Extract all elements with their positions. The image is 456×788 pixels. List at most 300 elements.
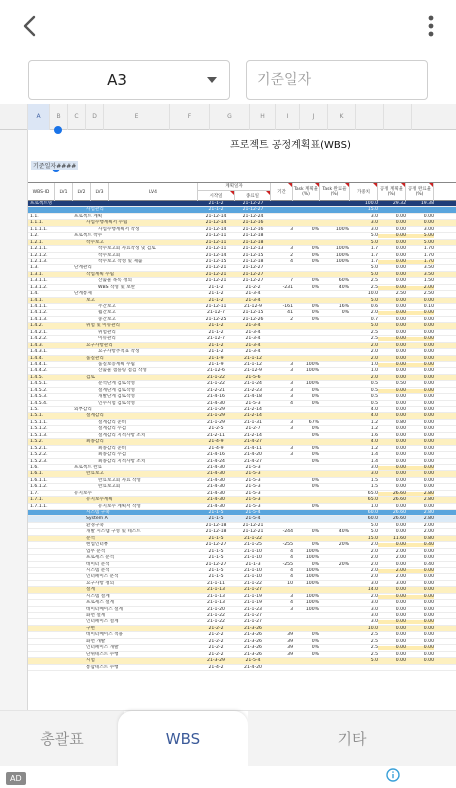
cell-id [30, 542, 62, 548]
row-number[interactable] [0, 679, 28, 685]
cell-td [319, 330, 349, 336]
cell-a: 0.00 [423, 567, 434, 573]
cell-s: 21-1-9 [208, 361, 224, 367]
cell-e: 21-4-20 [244, 664, 262, 670]
cell-s: 21-12-15 [205, 258, 227, 264]
cell-id [30, 574, 62, 580]
cell-p: 0.00 [395, 407, 406, 412]
row-number[interactable] [0, 355, 28, 361]
row-number[interactable] [0, 294, 28, 300]
row-number[interactable] [0, 686, 28, 692]
info-icon[interactable] [386, 768, 400, 782]
cell-d: -255 [282, 542, 293, 548]
row-number[interactable] [0, 274, 28, 280]
row-number[interactable] [0, 584, 28, 590]
cell-p: 0.00 [395, 606, 406, 612]
cell-e: 21-5-3 [245, 464, 261, 470]
cell-id: 1.7.1. [30, 497, 44, 503]
cell-w: 4.0 [370, 413, 378, 419]
row-number[interactable] [0, 314, 28, 320]
column-header[interactable]: J [300, 104, 328, 130]
cell-id: 1.4.5. [30, 374, 44, 380]
row-number[interactable] [0, 524, 28, 530]
cell-d: 3 [290, 606, 293, 612]
column-header[interactable]: I [276, 104, 300, 130]
row-number[interactable] [0, 537, 28, 543]
cell-d: 3 [290, 419, 293, 425]
cell-e: 21-5-3 [245, 477, 261, 483]
row-number[interactable] [0, 287, 28, 293]
row-number[interactable] [0, 557, 28, 563]
cell-s: 21-1-2 [208, 329, 224, 335]
cell-name [62, 201, 198, 207]
row-number[interactable] [0, 281, 28, 287]
column-header[interactable]: D [86, 104, 104, 130]
cell-tp [293, 298, 319, 304]
cell-name: 설계감리 준비 [98, 419, 127, 425]
cell-p: 0.00 [395, 484, 406, 490]
row-number[interactable] [0, 611, 28, 617]
cell-id: 1.5.2. [30, 439, 44, 445]
row-number[interactable] [0, 436, 28, 442]
row-number[interactable] [0, 362, 28, 368]
row-number[interactable] [0, 429, 28, 435]
cell-td [319, 613, 349, 619]
row-number[interactable] [0, 200, 28, 206]
cell-p: 3.00 [395, 580, 406, 586]
base-date-input[interactable] [246, 60, 428, 100]
cell-s: 21-4-30 [207, 400, 225, 406]
column-header[interactable]: B [50, 104, 68, 130]
cell-id: 1.5.1. [30, 413, 44, 419]
row-number[interactable] [0, 395, 28, 401]
cell-p: 0.00 [395, 400, 406, 406]
cell-name: 시스템 구축 [86, 510, 110, 515]
cell-tp [293, 375, 319, 381]
cell-s: 21-12-14 [205, 220, 227, 226]
cell-td [319, 478, 349, 484]
cell-w: 1.7 [370, 252, 378, 258]
row-number[interactable] [0, 544, 28, 550]
row-number[interactable] [0, 139, 28, 145]
cell-tp: 0% [311, 246, 319, 252]
cell-tp: 67% [308, 419, 319, 425]
cell-s: 21-12-27 [205, 561, 227, 567]
cell-td [319, 652, 349, 658]
row-number[interactable] [0, 247, 28, 253]
row-number[interactable] [0, 193, 28, 199]
cell-d: 4 [290, 548, 293, 554]
cell-s: 21-12-21 [205, 271, 227, 277]
row-number[interactable] [0, 692, 28, 698]
cell-id: 1.4.5.4. [30, 400, 48, 406]
table-row[interactable] [28, 665, 456, 671]
row-number[interactable] [0, 422, 28, 428]
cell-e: 21-4-18 [244, 394, 262, 400]
cell-p: 0.00 [395, 625, 406, 631]
row-number[interactable] [0, 497, 28, 503]
row-number[interactable] [0, 402, 28, 408]
cell-s: 21-1-2 [208, 291, 224, 297]
row-number[interactable] [0, 206, 28, 212]
cell-name: 분석 [86, 535, 95, 541]
row-number[interactable] [0, 132, 28, 138]
row-number[interactable] [0, 159, 28, 165]
cell-id [30, 652, 62, 658]
row-number[interactable] [0, 571, 28, 577]
cell-s: 21-2-21 [207, 387, 225, 393]
cell-w: 3.0 [370, 464, 378, 470]
cell-d [271, 356, 293, 362]
cell-s: 21-12-25 [205, 316, 227, 322]
cell-name: 산출물 목록 정의 [98, 278, 132, 284]
cell-e: 21-1-10 [244, 567, 262, 573]
cell-p: 2.50 [395, 291, 406, 297]
row-number[interactable] [0, 618, 28, 624]
cell-tp: 0% [311, 394, 319, 400]
column-header[interactable] [0, 104, 28, 130]
cell-td [319, 420, 349, 426]
cell-tp: 100% [305, 600, 319, 606]
cell-p: 0.00 [395, 355, 406, 361]
cell-s: 21-2-2 [208, 638, 224, 644]
cell-s: 21-1-13 [207, 587, 225, 593]
cell-a: 0.00 [423, 548, 434, 554]
cell-a: 0.00 [423, 632, 434, 638]
row-number[interactable] [0, 470, 28, 476]
cell-id: 1.4.3. [30, 342, 44, 348]
column-header[interactable] [384, 104, 412, 130]
cell-name: 완료보고 [86, 471, 104, 477]
cell-tp: 0% [311, 445, 319, 451]
cell-a: 1.50 [423, 278, 434, 284]
sheet-select[interactable] [28, 60, 230, 100]
cell-s: 21-4-30 [207, 497, 225, 503]
cell-d: 3 [290, 452, 293, 458]
cell-p: 0.00 [395, 246, 406, 252]
cell-td [319, 497, 349, 503]
row-number[interactable] [0, 213, 28, 219]
row-number[interactable] [0, 510, 28, 516]
cell-d [271, 214, 293, 220]
cell-a: 5.00 [423, 233, 434, 239]
row-number[interactable] [0, 375, 28, 381]
cell-w: 60.0 [367, 510, 378, 515]
cell-p: 0.00 [395, 387, 406, 393]
cell-tp [293, 497, 319, 503]
cell-d: 4 [290, 400, 293, 406]
cell-s: 21-1-22 [207, 619, 225, 625]
cell-s: 21-12-14 [205, 226, 227, 232]
cell-tp: 0% [311, 258, 319, 264]
cell-e: 21-3-26 [244, 638, 262, 644]
cell-id [30, 613, 62, 619]
row-number[interactable] [0, 146, 28, 152]
column-header[interactable]: E [104, 104, 170, 130]
cell-w: 10.0 [367, 625, 378, 631]
cell-tp [293, 523, 319, 529]
cell-d [271, 291, 293, 297]
cell-tp: 100% [305, 381, 319, 387]
cell-id [30, 523, 62, 529]
column-header[interactable]: F [170, 104, 210, 130]
column-header[interactable]: K [328, 104, 356, 130]
cell-e: 21-1-3 [245, 561, 261, 567]
selection-handle[interactable] [54, 126, 62, 134]
spreadsheet-viewer[interactable] [0, 104, 456, 710]
row-number[interactable] [0, 645, 28, 651]
cell-s: 21-12-18 [205, 529, 227, 535]
cell-d: 2 [290, 316, 293, 322]
row-number[interactable] [0, 699, 28, 705]
cell-a: 0.40 [423, 561, 434, 567]
cell-a: 0.00 [423, 413, 434, 419]
column-header[interactable]: C [68, 104, 86, 130]
row-number[interactable] [0, 152, 28, 158]
row-number[interactable] [0, 416, 28, 422]
cell-tp: 100% [305, 368, 319, 374]
cell-w: 2.0 [370, 593, 378, 599]
cell-id: 1.4.2.1. [30, 329, 48, 335]
cell-name: 품질보증계획 수립 [98, 361, 135, 367]
cell-name: 화면 설계 [86, 613, 106, 618]
cell-p: 0.00 [395, 471, 406, 477]
cell-tp: 0% [311, 645, 319, 651]
row-number[interactable] [0, 335, 28, 341]
cell-id: 1.4.1.2. [30, 310, 48, 316]
cell-p: 0.00 [395, 645, 406, 651]
tab-wbs[interactable]: WBS [118, 711, 248, 767]
row-number[interactable] [0, 449, 28, 455]
row-number[interactable] [0, 605, 28, 611]
cell-p: 29.32 [392, 201, 406, 206]
row-number[interactable] [0, 321, 28, 327]
row-number[interactable] [0, 186, 28, 192]
table-header [28, 182, 456, 201]
row-number[interactable] [0, 341, 28, 347]
cell-d [271, 523, 293, 529]
cell-id [30, 562, 62, 568]
cell-td [319, 220, 349, 226]
cell-tp: 0% [311, 477, 319, 483]
cell-p: 0.00 [395, 413, 406, 419]
row-number[interactable] [0, 368, 28, 374]
row-number[interactable] [0, 476, 28, 482]
cell-d: 3 [290, 368, 293, 374]
row-number[interactable] [0, 483, 28, 489]
row-number[interactable] [0, 578, 28, 584]
cell-w: 2.5 [370, 336, 378, 342]
cell-id [30, 581, 62, 587]
row-number[interactable] [0, 233, 28, 239]
cell-e: 21-12-24 [242, 213, 264, 219]
row-number[interactable] [0, 591, 28, 597]
row-number[interactable] [0, 240, 28, 246]
row-number[interactable] [0, 456, 28, 462]
cell-s: 21-12-11 [205, 246, 227, 252]
row-number[interactable] [0, 638, 28, 644]
cell-td [319, 459, 349, 465]
cell-d [271, 375, 293, 381]
cell-s: 21-12-21 [205, 265, 227, 271]
cell-s: 21-1-5 [208, 535, 224, 541]
cell-tp: 100% [305, 574, 319, 580]
row-number[interactable] [0, 443, 28, 449]
cell-p [378, 665, 406, 671]
row-number[interactable] [0, 564, 28, 570]
cell-td [319, 272, 349, 278]
row-number[interactable] [0, 665, 28, 671]
ad-banner[interactable] [0, 766, 456, 788]
sheet-title: 프로젝트 공정계획표(WBS) [230, 140, 351, 151]
cell-id: 1.2.1.3. [30, 258, 48, 264]
row-number[interactable] [0, 227, 28, 233]
cell-tp [293, 613, 319, 619]
cell-s: 21-1-20 [207, 606, 225, 612]
row-number[interactable] [0, 220, 28, 226]
row-number[interactable] [0, 328, 28, 334]
cell-w: 100.0 [364, 201, 378, 206]
cell-d: 3 [290, 394, 293, 400]
cell-p: 0.80 [395, 419, 406, 425]
header-task-done [320, 183, 350, 201]
row-number[interactable] [0, 672, 28, 678]
row-number[interactable] [0, 260, 28, 266]
header-plan-rate [378, 183, 406, 201]
cell-s: 21-12-6 [207, 368, 225, 374]
tab-etc[interactable]: 기타 [248, 711, 456, 767]
row-number[interactable] [0, 490, 28, 496]
cell-td [319, 214, 349, 220]
cell-w: 2.0 [370, 542, 378, 548]
cell-s: 21-12-11 [205, 239, 227, 245]
cell-w: 2.0 [370, 355, 378, 361]
back-button[interactable] [14, 10, 46, 42]
cell-w: 2.5 [370, 632, 378, 638]
column-header[interactable] [356, 104, 384, 130]
row-number[interactable] [0, 551, 28, 557]
cell-tp [293, 207, 319, 213]
more-options-button[interactable] [416, 10, 446, 42]
cell-id: 1.5.1.3. [30, 432, 48, 438]
cell-name: 유지보수 [74, 490, 92, 496]
cell-p: 0.00 [395, 452, 406, 458]
cell-a: 2.80 [423, 510, 434, 515]
cell-td [319, 413, 349, 419]
row-number[interactable] [0, 389, 28, 395]
cell-a: 3.50 [423, 271, 434, 277]
cell-a: 0.00 [423, 316, 434, 322]
cell-e: 21-2-2 [245, 284, 261, 290]
row-number[interactable] [0, 348, 28, 354]
row-number[interactable] [0, 179, 28, 185]
row-number[interactable] [0, 625, 28, 631]
row-number[interactable] [0, 530, 28, 536]
cell-id: 1.5.2.1. [30, 445, 48, 451]
header-task-done-label: Task 완료율(%) [322, 187, 347, 197]
cell-p: 0.00 [395, 658, 406, 664]
cell-a: 0.10 [423, 304, 434, 309]
cell-d [271, 201, 293, 207]
row-number[interactable] [0, 301, 28, 307]
row-number[interactable] [0, 173, 28, 179]
cell-tp: 100% [305, 361, 319, 367]
cell-name: System A [86, 516, 108, 522]
cell-td [319, 426, 349, 432]
cell-p: 0.00 [395, 458, 406, 464]
cell-name: 외부감리 [74, 407, 92, 412]
cell-s: 21-2-2 [208, 632, 224, 638]
row-number[interactable] [0, 652, 28, 658]
cell-td [319, 471, 349, 477]
row-number[interactable] [0, 409, 28, 415]
column-header[interactable]: H [250, 104, 276, 130]
cell-name: 프로젝트 착수 [74, 233, 103, 239]
cell-d: 3 [290, 387, 293, 393]
cell-tp: 100% [305, 606, 319, 612]
cell-e: 21-1-24 [244, 381, 262, 387]
cell-w: 5.0 [370, 658, 378, 664]
cell-w: 65.0 [367, 497, 378, 503]
row-number[interactable] [0, 463, 28, 469]
chevron-left-icon [20, 14, 40, 38]
row-number[interactable] [0, 267, 28, 273]
header-actual-rate [406, 183, 434, 201]
row-number[interactable] [0, 659, 28, 665]
row-number[interactable] [0, 632, 28, 638]
row-number[interactable] [0, 598, 28, 604]
cell-p: 0.00 [395, 374, 406, 380]
cell-a: 0.00 [423, 426, 434, 432]
cell-w [350, 665, 378, 671]
cell-id: 1.3.1. [30, 271, 44, 277]
cell-p: 0.00 [395, 439, 406, 445]
cell-d [271, 413, 293, 419]
cell-w: 1.7 [370, 246, 378, 252]
cell-w: 3.0 [370, 613, 378, 618]
cell-a: 0.00 [423, 349, 434, 355]
row-number[interactable] [0, 382, 28, 388]
cell-a: 0.00 [423, 658, 434, 664]
cell-w: 4.0 [370, 439, 378, 445]
cell-w: 0.5 [370, 387, 378, 393]
cell-s: 21-4-2 [208, 664, 224, 670]
cell-d [271, 478, 293, 484]
header-lv3: LV3 [91, 183, 109, 201]
row-number[interactable] [0, 308, 28, 314]
row-number[interactable] [0, 166, 28, 172]
cell-tp: 0% [311, 426, 319, 432]
tab-summary[interactable]: 총괄표 [0, 711, 124, 767]
row-number[interactable] [0, 503, 28, 509]
row-number[interactable] [0, 254, 28, 260]
column-header[interactable]: G [210, 104, 250, 130]
cell-a: 0.00 [423, 297, 434, 303]
cell-w: 1.5 [370, 484, 378, 490]
cell-name: 최종감리 준비 [98, 445, 127, 451]
cell-p: 0.00 [395, 394, 406, 400]
cell-name: 요구사항추적표 작성 [98, 349, 140, 355]
cell-td: 100% [335, 252, 349, 258]
cell-p: 0.00 [395, 503, 406, 509]
cell-w: 3.0 [370, 619, 378, 625]
column-header[interactable] [412, 104, 456, 130]
column-header[interactable]: A [28, 104, 50, 130]
cell-a: 0.00 [423, 220, 434, 226]
row-number[interactable] [0, 517, 28, 523]
cell-d: 39 [287, 638, 293, 644]
cell-name: 작업계획 수립 [86, 271, 115, 277]
